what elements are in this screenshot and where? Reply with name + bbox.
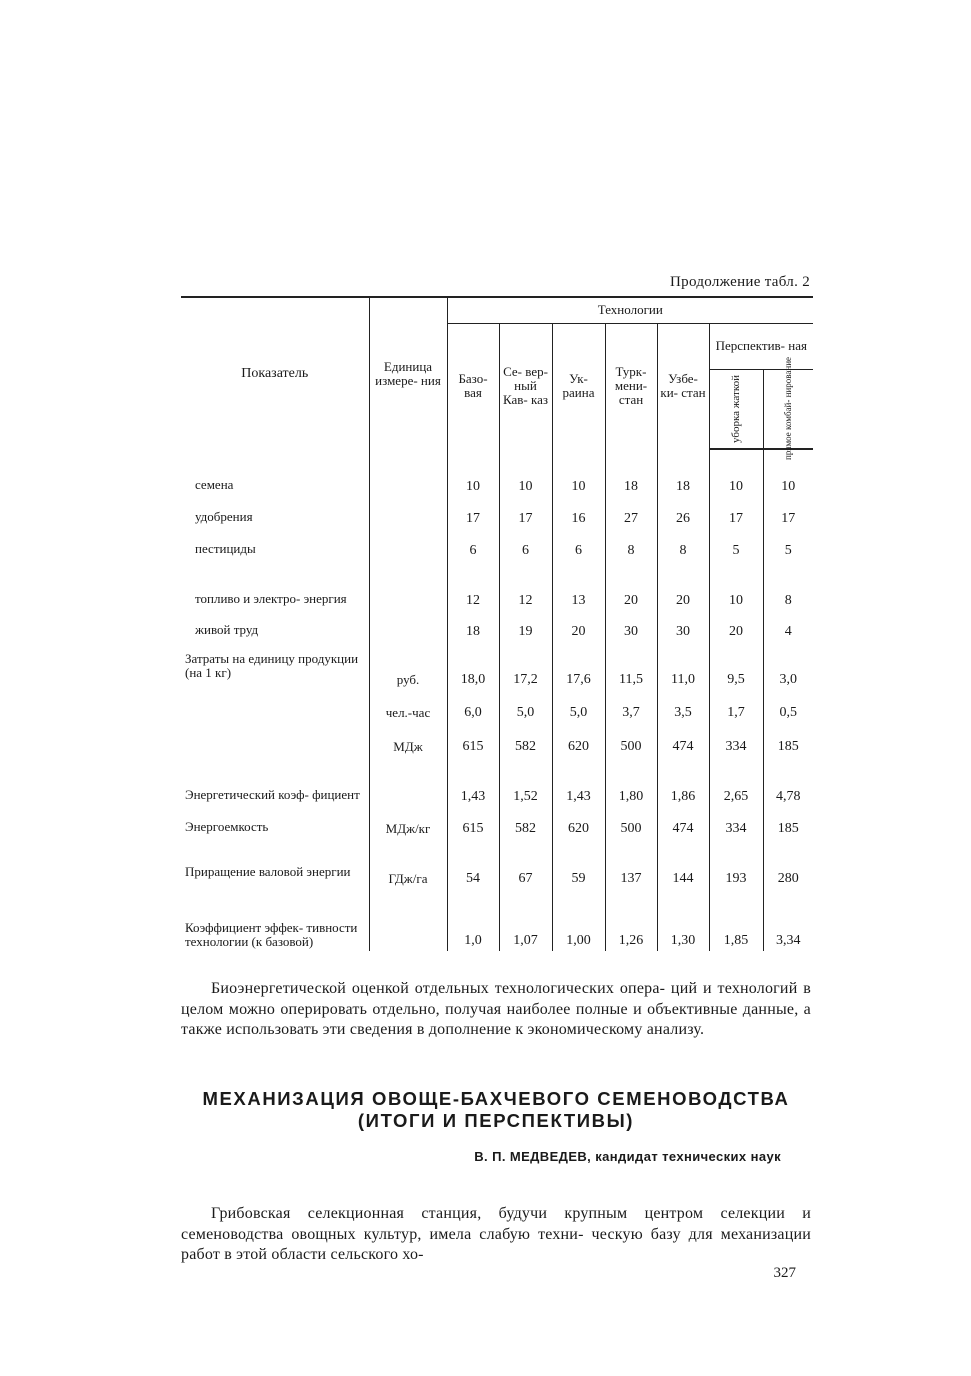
cell-uzbekistan: 474 [657,807,709,839]
header-indicator: Показатель [181,297,369,449]
cell-ukraine: 620 [552,723,605,757]
row-unit: МДж [369,723,447,757]
header-persp-direct-combine-text: прямое комбай- нирование [782,357,793,461]
row-unit [369,611,447,642]
row-label: живой труд [195,622,259,637]
cell-uzbekistan: 26 [657,497,709,529]
cell-base: 615 [447,807,499,839]
cell-persp-header: 2,65 [709,757,763,807]
cell-persp-header: 334 [709,723,763,757]
cell-turkmenistan: 500 [605,723,657,757]
cell-persp-header: 10 [709,561,763,611]
cell-north-caucasus: 67 [499,839,552,889]
cell-persp-header: 5 [709,529,763,561]
cell-north-caucasus: 5,0 [499,690,552,723]
cell-persp-combine: 8 [763,561,813,611]
cell-persp-header: 17 [709,497,763,529]
cell-persp-header: 9,5 [709,642,763,690]
body-paragraph-intro: Грибовская селекционная станция, будучи крупным центром селекции и семеноводства овощных культур, имела слабую техни- ческую базу для механизации работ в этой области сельского хо- [181,1205,811,1263]
cell-ukraine: 1,00 [552,889,605,951]
cell-persp-header: 1,85 [709,889,763,951]
table-row [181,690,813,723]
row-unit [369,529,447,561]
row-unit: чел.-час [369,690,447,723]
table-row [181,757,813,807]
cell-uzbekistan: 1,86 [657,757,709,807]
cell-north-caucasus: 17,2 [499,642,552,690]
cell-north-caucasus: 582 [499,807,552,839]
table-row [181,467,813,497]
row-label: семена [195,477,234,492]
cell-persp-header: 20 [709,611,763,642]
cell-uzbekistan: 3,5 [657,690,709,723]
cell-persp-header: 334 [709,807,763,839]
cell-turkmenistan: 30 [605,611,657,642]
article-heading-line-1: МЕХАНИЗАЦИЯ ОВОЩЕ-БАХЧЕВОГО СЕМЕНОВОДСТВА [202,1088,790,1109]
cell-uzbekistan: 11,0 [657,642,709,690]
cell-persp-combine: 5 [763,529,813,561]
header-persp-header-harvest-text: уборка жаткой [729,374,742,443]
cell-turkmenistan: 18 [605,467,657,497]
cell-persp-combine: 0,5 [763,690,813,723]
cell-uzbekistan: 144 [657,839,709,889]
cell-uzbekistan: 30 [657,611,709,642]
header-uzbekistan: Узбе- ки- стан [657,323,709,449]
row-unit: ГДж/га [369,839,447,889]
cell-persp-combine: 185 [763,807,813,839]
cell-turkmenistan: 137 [605,839,657,889]
row-label: Коэффициент эффек- тивности технологии (к базовой) [185,920,358,949]
cell-uzbekistan: 8 [657,529,709,561]
cell-base: 615 [447,723,499,757]
cell-ukraine: 59 [552,839,605,889]
cell-persp-header: 1,7 [709,690,763,723]
header-perspective: Перспектив- ная [709,323,813,369]
header-persp-direct-combine [763,357,813,461]
row-unit [369,497,447,529]
row-label: удобрения [195,509,253,524]
cell-persp-combine: 17 [763,497,813,529]
row-label: пестициды [195,541,256,556]
cell-persp-header: 10 [709,467,763,497]
article-heading-line-2: (ИТОГИ И ПЕРСПЕКТИВЫ) [357,1110,635,1131]
article-heading [181,1088,811,1132]
cell-persp-combine: 185 [763,723,813,757]
table-continuation-label: Продолжение табл. 2 [670,274,810,290]
author-byline: В. П. МЕДВЕДЕВ, кандидат технических наук [474,1149,781,1164]
cell-base: 6 [447,529,499,561]
table-row [181,561,813,611]
cell-north-caucasus: 1,07 [499,889,552,951]
header-base: Базо- вая [447,323,499,449]
cell-ukraine: 5,0 [552,690,605,723]
cell-turkmenistan: 500 [605,807,657,839]
row-label: Энергоемкость [185,819,269,834]
cell-turkmenistan: 20 [605,561,657,611]
header-unit: Единица измере- ния [369,297,447,449]
row-label [181,690,369,723]
cell-ukraine: 620 [552,807,605,839]
cell-turkmenistan: 11,5 [605,642,657,690]
row-label: Приращение валовой энергии [185,864,351,879]
data-table-container [181,296,813,951]
row-unit [369,757,447,807]
row-label: топливо и электро- энергия [195,591,347,606]
cell-persp-header: 193 [709,839,763,889]
cell-base: 10 [447,467,499,497]
cell-turkmenistan: 8 [605,529,657,561]
table-row [181,839,813,889]
table-row [181,529,813,561]
row-unit: МДж/кг [369,807,447,839]
body-paragraph-bioenergy: Биоэнергетической оценкой отдельных технологических опера- ций и технологий в целом можно оперировать отдельно, получая наиболее полные и объективные данные, а также использовать эти сведения в дополнение к экономическому анализу. [181,980,811,1038]
cell-north-caucasus: 17 [499,497,552,529]
table-row [181,807,813,839]
header-north-caucasus: Се- вер- ный Кав- каз [499,323,552,449]
row-label: Затраты на единицу продукции (на 1 кг) [185,651,359,680]
table-row [181,497,813,529]
row-label [181,723,369,757]
cell-north-caucasus: 582 [499,723,552,757]
table-row [181,642,813,690]
table-spacer-row [181,449,813,467]
row-unit: руб. [369,642,447,690]
row-unit [369,467,447,497]
row-unit [369,889,447,951]
table-row [181,723,813,757]
cell-ukraine: 10 [552,467,605,497]
cell-base: 1,0 [447,889,499,951]
cell-base: 12 [447,561,499,611]
cell-base: 18 [447,611,499,642]
cell-persp-combine: 280 [763,839,813,889]
cell-north-caucasus: 19 [499,611,552,642]
row-label: Энергетический коэф- фициент [185,787,360,802]
cell-turkmenistan: 3,7 [605,690,657,723]
cell-persp-combine: 4 [763,611,813,642]
cell-uzbekistan: 20 [657,561,709,611]
cell-ukraine: 16 [552,497,605,529]
cell-north-caucasus: 1,52 [499,757,552,807]
cell-uzbekistan: 474 [657,723,709,757]
cell-ukraine: 6 [552,529,605,561]
page-number: 327 [773,1265,796,1281]
cell-ukraine: 20 [552,611,605,642]
cell-base: 6,0 [447,690,499,723]
cell-ukraine: 13 [552,561,605,611]
cell-ukraine: 1,43 [552,757,605,807]
cell-turkmenistan: 27 [605,497,657,529]
table-row [181,889,813,951]
header-turkmenistan: Турк- мени- стан [605,323,657,449]
cell-ukraine: 17,6 [552,642,605,690]
row-unit [369,561,447,611]
cell-persp-combine: 4,78 [763,757,813,807]
cell-persp-combine: 3,0 [763,642,813,690]
cell-north-caucasus: 12 [499,561,552,611]
cell-north-caucasus: 6 [499,529,552,561]
cell-turkmenistan: 1,26 [605,889,657,951]
cell-base: 54 [447,839,499,889]
cell-persp-combine: 3,34 [763,889,813,951]
cell-uzbekistan: 1,30 [657,889,709,951]
data-table [181,296,813,951]
cell-base: 1,43 [447,757,499,807]
cell-base: 18,0 [447,642,499,690]
table-row [181,611,813,642]
header-persp-header-harvest [709,369,763,449]
cell-north-caucasus: 10 [499,467,552,497]
cell-base: 17 [447,497,499,529]
header-technologies: Технологии [447,297,813,323]
cell-turkmenistan: 1,80 [605,757,657,807]
header-ukraine: Ук- раина [552,323,605,449]
cell-uzbekistan: 18 [657,467,709,497]
cell-persp-combine: 10 [763,467,813,497]
